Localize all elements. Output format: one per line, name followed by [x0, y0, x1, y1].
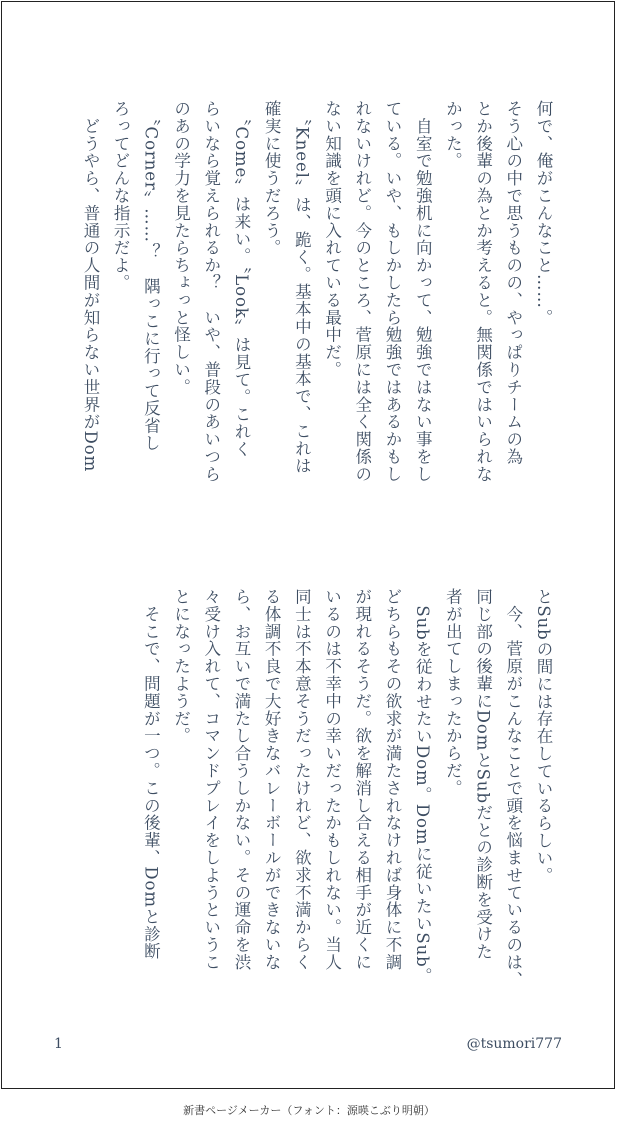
paragraph: 〝Corner〟……？ 隅っこに行って反省し ろってどんな指示だよ。 [111, 100, 161, 452]
footer-credit: 新書ページメーカー（フォント：源暎こぶり明朝） [183, 1104, 435, 1117]
paragraph: Subを従わせたいDom。Domに従いたいSub。 どちらもその欲求が満たされなければ身体に不調 が現れるそうだ。欲を解消し合える相手が近くに いるのは不幸中の幸いだったかもしれない。当人 同士は不本意そうだったけれど、欲求不満からく る体調不良で大好きなバレーボールができないな ら、お互いで満たし合うしかない。その運命を渋 々受け入れて、コマンドプレイをしようというこ とになったようだ。 [171, 588, 433, 986]
upper-text-column [75, 100, 558, 510]
paragraph: 〝Come〟は来い。〝Look〟は見て。これく らいなら覚えられるか？ いや、普段のあいつら のあの学力を見たらちょっと怪しい。 [171, 100, 251, 483]
author-handle: @tsumori777 [466, 1036, 562, 1052]
paragraph: 〝Kneel〟は、跪く。基本中の基本で、これは 確実に使うだろう。 [262, 100, 312, 475]
paragraph: 何で、俺がこんなこと……。 [534, 100, 553, 327]
paragraph: 今、菅原がこんなことで頭を悩ませているのは、 同じ部の後輩にDomとSubだとの診断を受けた 者が出てしまったからだ。 [443, 588, 523, 989]
paragraph: とSubの間には存在しているらしい。 [534, 588, 553, 885]
lower-text-column [135, 588, 558, 998]
page-number: 1 [54, 1036, 63, 1052]
paragraph: そう心の中で思うものの、やっぱりチームの為 とか後輩の為とか考えると。無関係ではいられな かった。 [443, 100, 523, 483]
paragraph: そこで、問題が一つ。この後輩、Domと診断 [141, 588, 161, 961]
paragraph: どうやら、普通の人間が知らない世界がDom [80, 100, 100, 473]
paragraph: 自室で勉強机に向かって、勉強ではない事をし ている。いや、もしかしたら勉強ではあるかもし れないけれど。今のところ、菅原には全く関係の ない知識を頭に入れている最中だ。 [322, 100, 433, 483]
